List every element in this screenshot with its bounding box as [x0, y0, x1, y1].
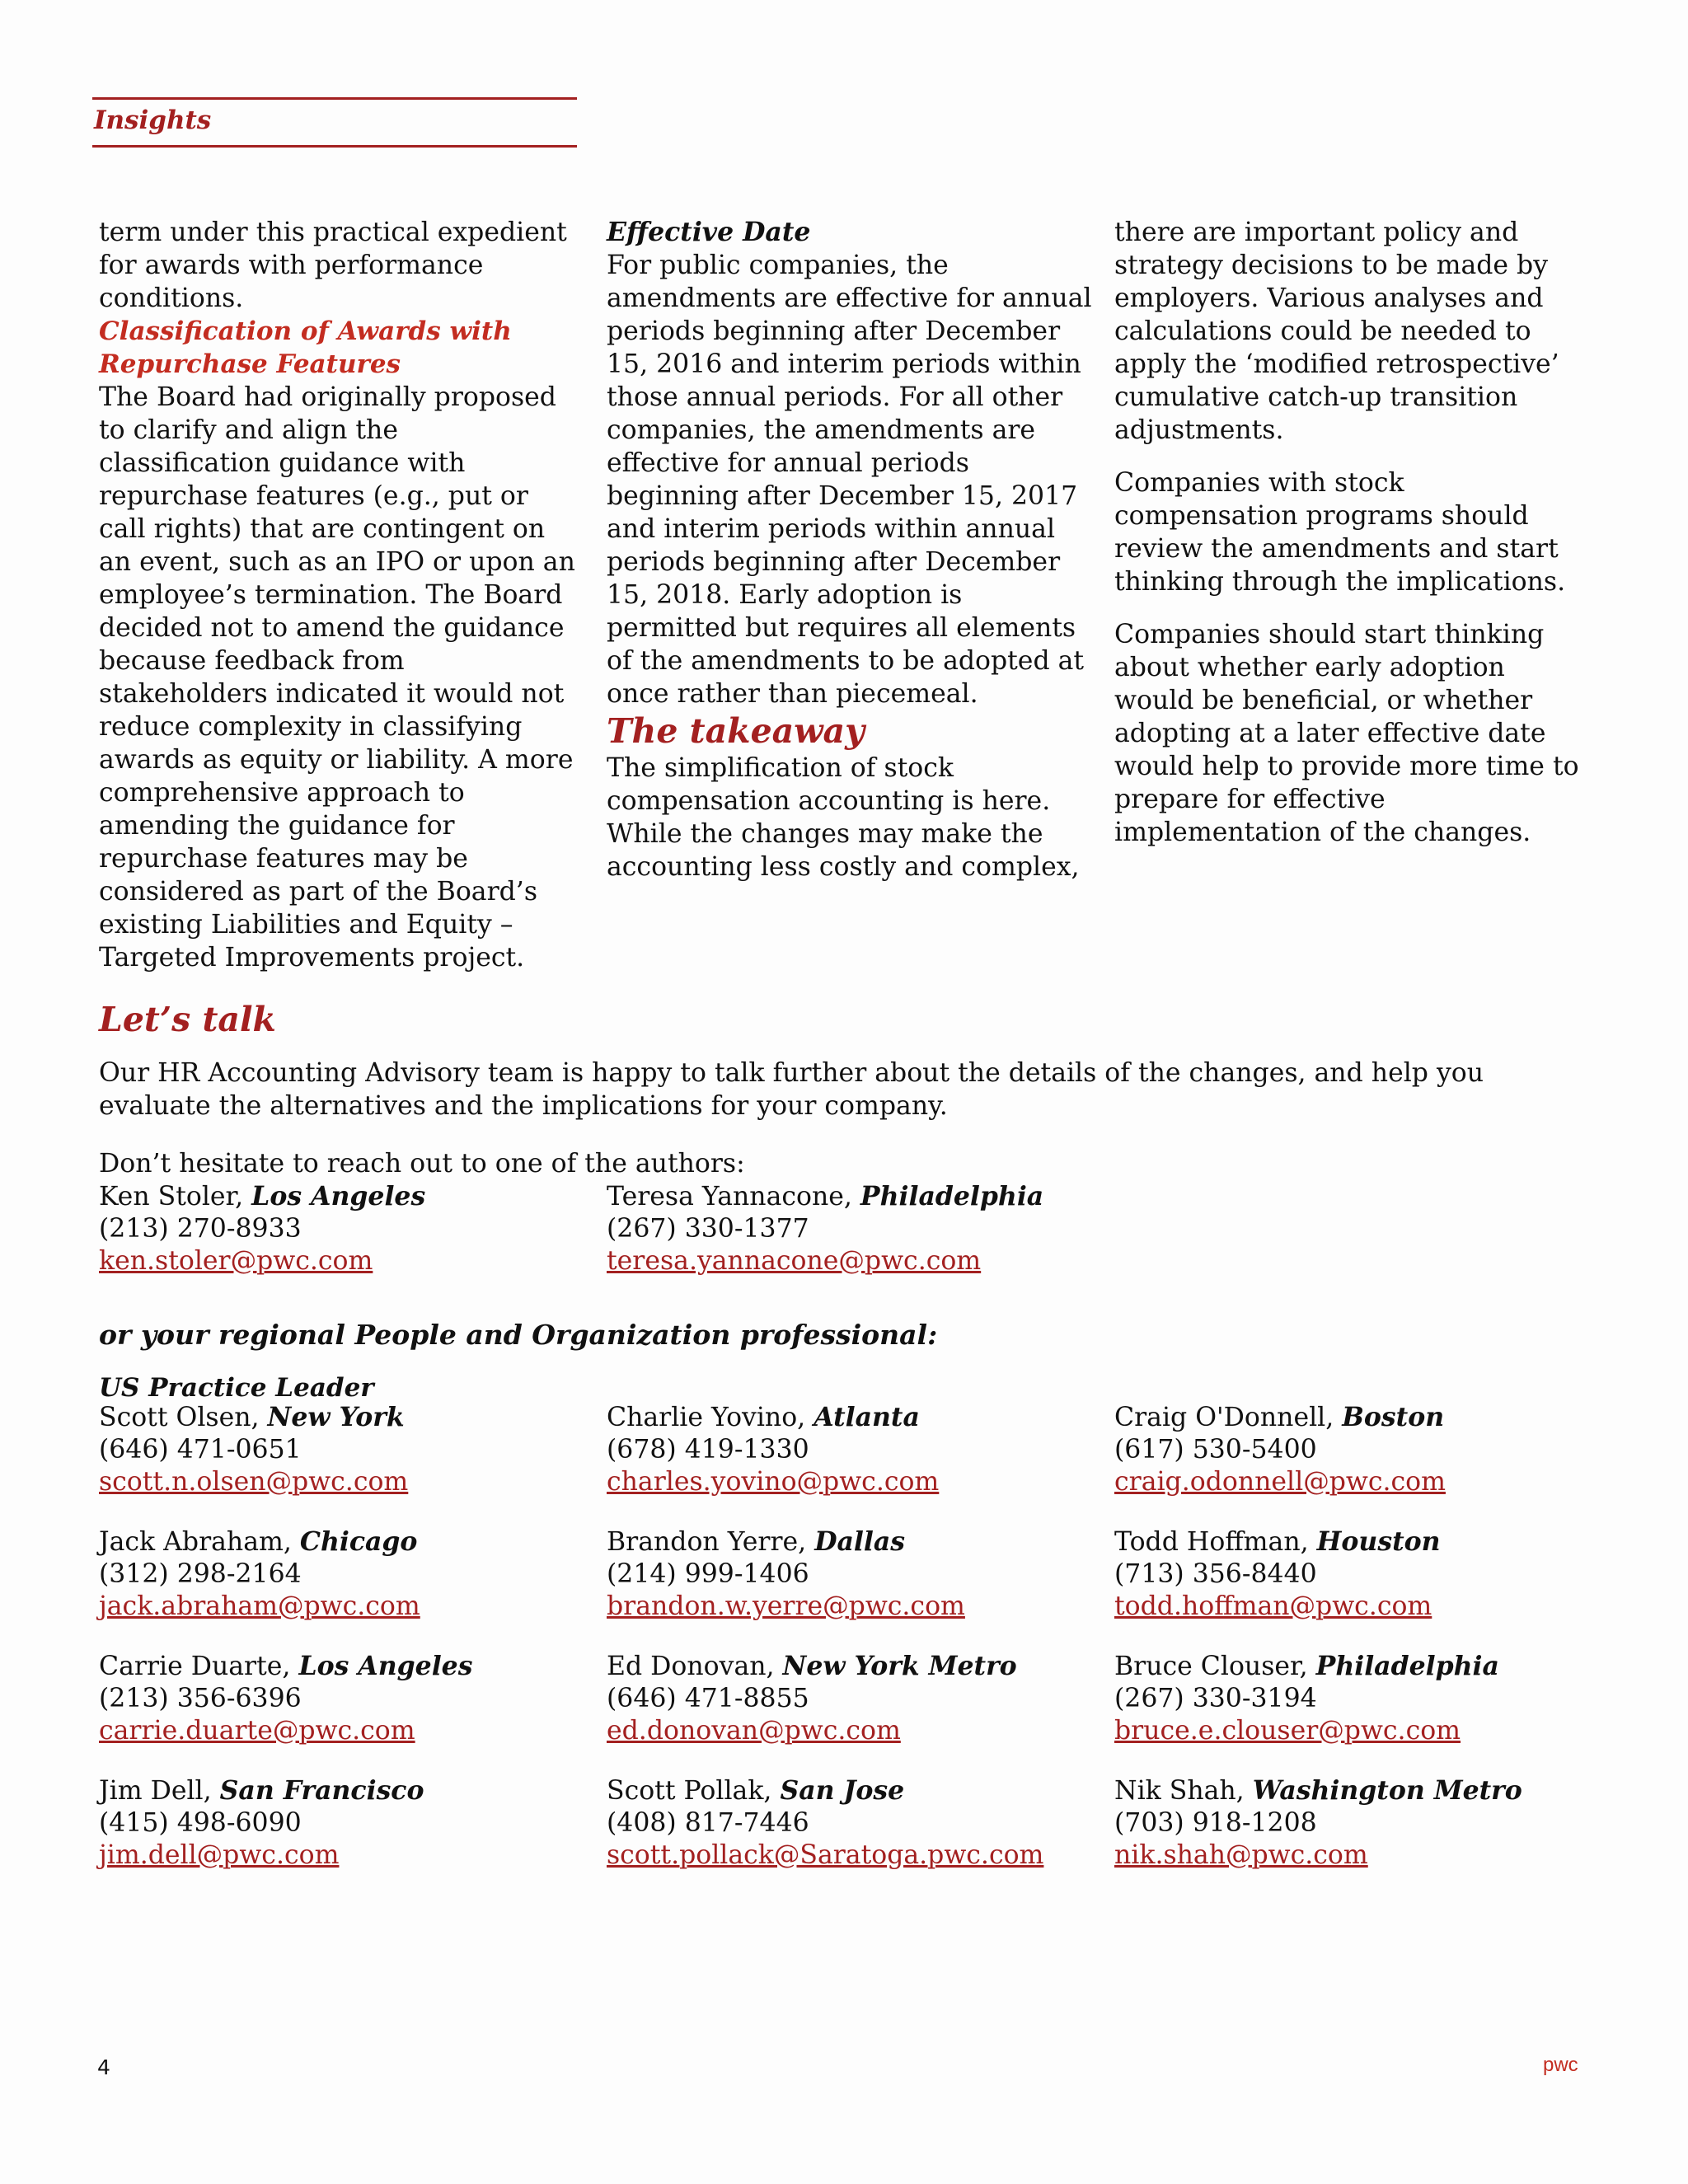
contact-email-link[interactable]: bruce.e.clouser@pwc.com	[1114, 1716, 1461, 1746]
effective-date-heading: Effective Date	[607, 217, 811, 247]
practice-leader-label: US Practice Leader	[99, 1373, 374, 1403]
contact-city: New York Metro	[782, 1651, 1017, 1681]
takeaway-heading: The takeaway	[607, 711, 865, 751]
contact-phone: (267) 330-3194	[1114, 1684, 1317, 1713]
regional-contact	[1114, 1401, 1446, 1498]
contact-city: Los Angeles	[251, 1181, 426, 1212]
contact-city: New York	[267, 1402, 405, 1432]
regional-heading: or your regional People and Organization professional:	[99, 1319, 938, 1351]
column-1	[99, 216, 577, 974]
contact-city: Houston	[1316, 1526, 1441, 1557]
col1-paragraph-2: The Board had originally proposed to clarify and align the classification guidance with repurchase features (e.g., put or call rights) that are contingent on an event, such as an IPO or upon an employee’s termination. The Board decided not to amend the guidance because feedback from stakeholders indicated it would not reduce complexity in classifying awards as equity or liability. A more comprehensive approach to amending the guidance for repurchase features may be considered as part of the Board’s existing Liabilities and Equity – Targeted Improvements project.	[99, 382, 575, 972]
contact-name: Charlie Yovino,	[607, 1403, 814, 1432]
contact-city: San Jose	[780, 1775, 905, 1806]
regional-contact	[99, 1526, 420, 1623]
contact-name: Ed Donovan,	[607, 1652, 783, 1681]
contact-phone: (408) 817-7446	[607, 1808, 809, 1838]
contact-city: Philadelphia	[860, 1181, 1044, 1212]
header-rule-bottom	[92, 145, 577, 148]
contact-city: San Francisco	[219, 1775, 424, 1806]
contact-city: Washington Metro	[1252, 1775, 1522, 1806]
contact-email-link[interactable]: scott.pollack@Saratoga.pwc.com	[607, 1840, 1044, 1870]
col3-paragraph-3: Companies should start thinking about whether early adoption would be beneficial, or whether adopting at a later effective date would help to provide more time to prepare for effective implementation of the changes.	[1114, 620, 1579, 847]
regional-contact	[99, 1650, 472, 1747]
lets-talk-heading: Let’s talk	[99, 1000, 276, 1039]
column-3	[1114, 216, 1592, 849]
regional-contact	[99, 1401, 408, 1498]
contact-name: Jim Dell,	[99, 1776, 220, 1806]
contact-phone: (646) 471-8855	[607, 1684, 809, 1713]
contact-name: Craig O'Donnell,	[1114, 1403, 1343, 1432]
contact-name: Carrie Duarte,	[99, 1652, 299, 1681]
contact-phone: (213) 270-8933	[99, 1214, 302, 1244]
contact-email-link[interactable]: todd.hoffman@pwc.com	[1114, 1591, 1432, 1621]
contact-email-link[interactable]: ed.donovan@pwc.com	[607, 1716, 901, 1746]
contact-city: Philadelphia	[1315, 1651, 1499, 1681]
contact-name: Jack Abraham,	[99, 1527, 300, 1557]
col1-paragraph-1: term under this practical expedient for awards with performance conditions.	[99, 218, 567, 313]
regional-contact	[99, 1774, 424, 1872]
contact-phone: (415) 498-6090	[99, 1808, 302, 1838]
author-contact	[607, 1180, 1043, 1277]
contact-name: Todd Hoffman,	[1114, 1527, 1317, 1557]
contact-phone: (678) 419-1330	[607, 1435, 809, 1465]
contact-phone: (713) 356-8440	[1114, 1559, 1317, 1589]
contact-email-link[interactable]: craig.odonnell@pwc.com	[1114, 1467, 1446, 1497]
regional-contact	[1114, 1774, 1522, 1872]
regional-contact	[1114, 1650, 1499, 1747]
contact-name: Nik Shah,	[1114, 1776, 1253, 1806]
contact-name: Scott Olsen,	[99, 1403, 268, 1432]
contact-email-link[interactable]: carrie.duarte@pwc.com	[99, 1716, 415, 1746]
contact-city: Dallas	[814, 1526, 905, 1557]
contact-email-link[interactable]: charles.yovino@pwc.com	[607, 1467, 940, 1497]
contact-email-link[interactable]: ken.stoler@pwc.com	[99, 1246, 373, 1276]
contact-phone: (312) 298-2164	[99, 1559, 302, 1589]
contact-email-link[interactable]: teresa.yannacone@pwc.com	[607, 1246, 982, 1276]
author-contact	[99, 1180, 425, 1277]
contact-name: Teresa Yannacone,	[607, 1182, 860, 1212]
header-rule-top	[92, 97, 577, 100]
contact-email-link[interactable]: nik.shah@pwc.com	[1114, 1840, 1368, 1870]
contact-city: Atlanta	[814, 1402, 920, 1432]
contact-city: Chicago	[299, 1526, 418, 1557]
contact-email-link[interactable]: scott.n.olsen@pwc.com	[99, 1467, 409, 1497]
contact-phone: (617) 530-5400	[1114, 1435, 1317, 1465]
contact-phone: (213) 356-6396	[99, 1684, 302, 1713]
col2-paragraph-2: The simplification of stock compensation accounting is here. While the changes may make the accounting less costly and complex,	[607, 753, 1080, 882]
contact-phone: (703) 918-1208	[1114, 1808, 1317, 1838]
regional-contact	[607, 1401, 939, 1498]
col1-subheading: Classification of Awards with Repurchase Features	[99, 316, 512, 379]
col3-paragraph-2: Companies with stock compensation programs should review the amendments and start thinking through the implications.	[1114, 468, 1566, 597]
regional-contact	[607, 1526, 965, 1623]
contact-name: Scott Pollak,	[607, 1776, 781, 1806]
regional-contact	[607, 1774, 1043, 1872]
col2-paragraph-1: For public companies, the amendments are effective for annual periods beginning after December 15, 2016 and interim periods within those annual periods. For all other companies, the amendments are effective for annual periods beginning after December 15, 2017 and interim periods within annual periods beginning after December 15, 2018. Early adoption is permitted but requires all elements of the amendments to be adopted at once rather than piecemeal.	[607, 251, 1092, 709]
pwc-logo-text: pwc	[1543, 2054, 1578, 2076]
contact-city: Boston	[1342, 1402, 1445, 1432]
page-number: 4	[97, 2055, 110, 2079]
regional-contact	[607, 1650, 1017, 1747]
column-2	[607, 216, 1093, 883]
contact-city: Los Angeles	[298, 1651, 473, 1681]
contact-name: Ken Stoler,	[99, 1182, 252, 1212]
contact-email-link[interactable]: brandon.w.yerre@pwc.com	[607, 1591, 965, 1621]
regional-contact	[1114, 1526, 1441, 1623]
lets-talk-intro: Our HR Accounting Advisory team is happy to talk further about the details of the changes, and help you evaluate the alternatives and the implications for your company.	[99, 1058, 1484, 1121]
contact-email-link[interactable]: jack.abraham@pwc.com	[99, 1591, 420, 1621]
contact-name: Brandon Yerre,	[607, 1527, 815, 1557]
contact-phone: (267) 330-1377	[607, 1214, 809, 1244]
contact-phone: (646) 471-0651	[99, 1435, 302, 1465]
contact-phone: (214) 999-1406	[607, 1559, 809, 1589]
reach-out-text: Don’t hesitate to reach out to one of the authors:	[99, 1149, 745, 1179]
contact-email-link[interactable]: jim.dell@pwc.com	[99, 1840, 340, 1870]
contact-name: Bruce Clouser,	[1114, 1652, 1316, 1681]
col3-paragraph-1: there are important policy and strategy decisions to be made by employers. Various analyses and calculations could be needed to apply the ‘modified retrospective’ cumulative catch-up transition adjustments.	[1114, 218, 1559, 445]
header-label: Insights	[94, 105, 212, 135]
